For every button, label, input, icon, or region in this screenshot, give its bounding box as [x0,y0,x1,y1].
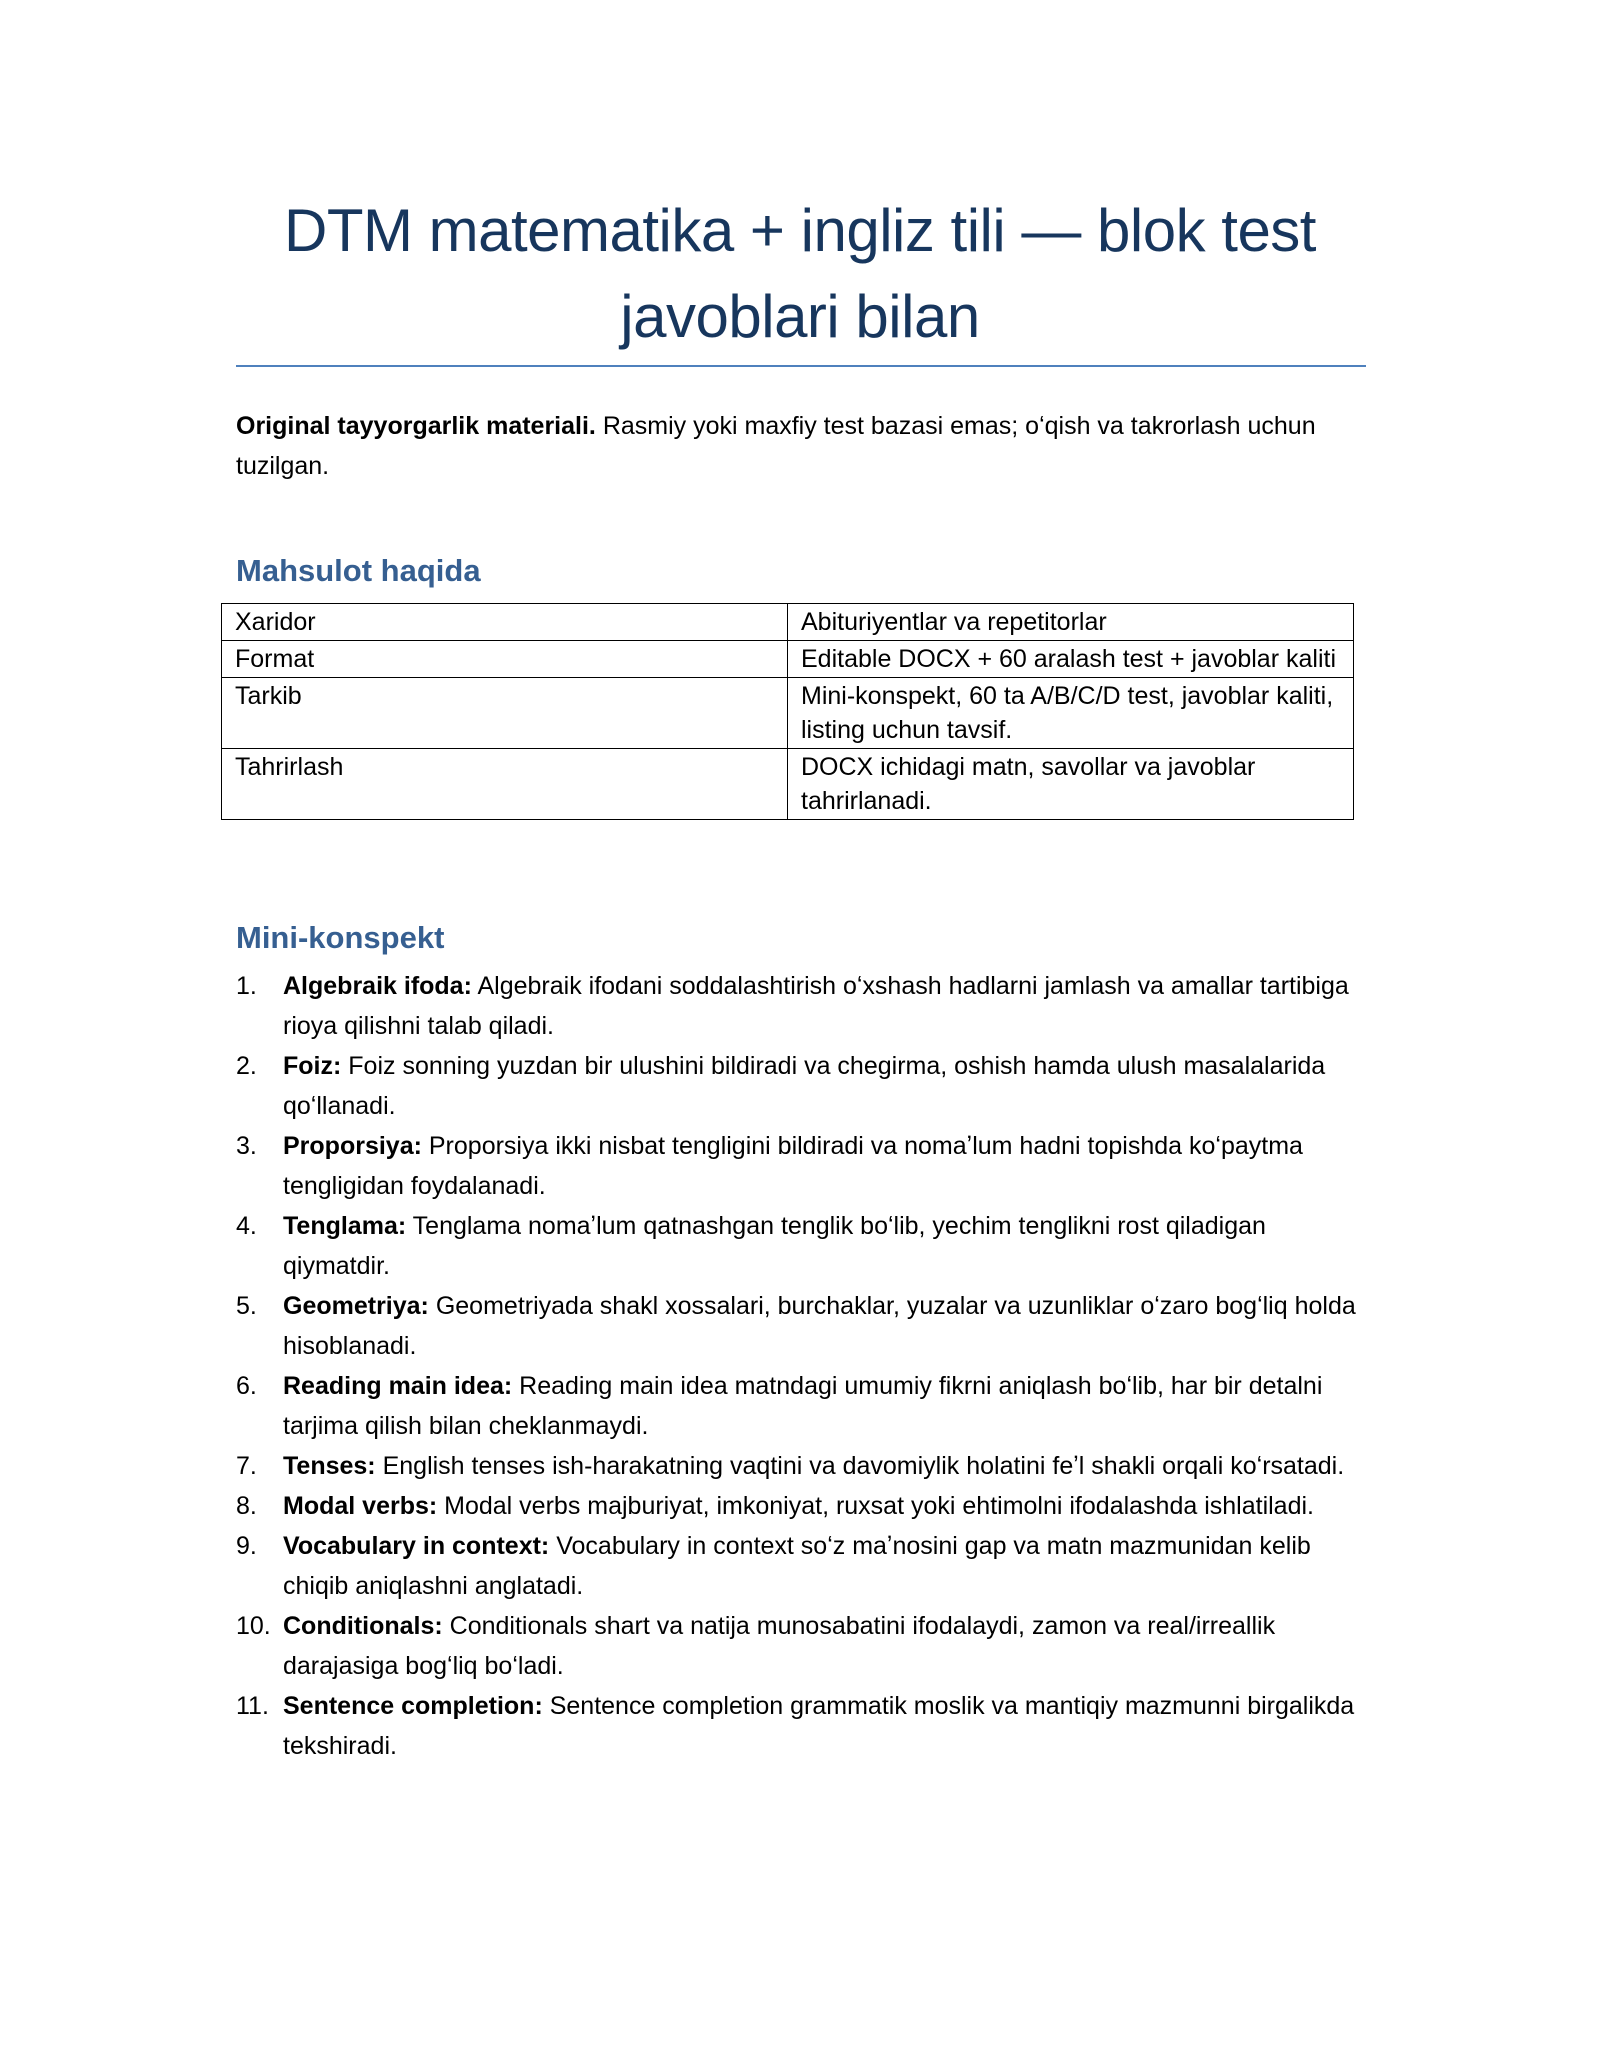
list-item-term: Algebraik ifoda: [283,972,472,1000]
list-item-term: Geometriya: [283,1292,429,1320]
list-item-text: Modal verbs majburiyat, imkoniyat, ruxsat yoki ehtimolni ifodalashda ishlatiladi. [437,1492,1314,1520]
list-item-term: Modal verbs: [283,1492,438,1520]
table-row [222,604,1354,641]
list-item [236,1366,1366,1446]
list-item-text: Reading main idea matndagi umumiy fikrni aniqlash boʻlib, har bir detalni tarjima qilish bilan cheklanmaydi. [283,1372,1323,1440]
list-item-number: 1. [236,972,257,1000]
list-item-term: Proporsiya: [283,1132,422,1160]
table-value-cell: DOCX ichidagi matn, savollar va javoblar tahrirlanadi. [788,749,1354,820]
table-row [222,678,1354,749]
list-item-text: Algebraik ifodani soddalashtirish oʻxshash hadlarni jamlash va amallar tartibiga rioya qilishni talab qiladi. [283,972,1349,1040]
list-item-text: Vocabulary in context soʻz maʼnosini gap va matn mazmunidan kelib chiqib aniqlashni anglatadi. [283,1532,1311,1600]
list-item-number: 7. [236,1452,257,1480]
intro-bold-lead: Original tayyorgarlik materiali. [236,412,596,440]
list-item-number: 3. [236,1132,257,1160]
list-item-term: Vocabulary in context: [283,1532,550,1560]
list-item-number: 2. [236,1052,257,1080]
table-value-cell: Abituriyentlar va repetitorlar [788,604,1354,641]
title-underline [236,365,1366,367]
list-item [236,966,1366,1046]
list-item-text: Tenglama nomaʼlum qatnashgan tenglik boʻlib, yechim tenglikni rost qiladigan qiymatdir. [283,1212,1266,1280]
table-value-cell: Editable DOCX + 60 aralash test + javoblar kaliti [788,641,1354,678]
list-item-term: Foiz: [283,1052,342,1080]
list-item [236,1286,1366,1366]
list-item-text: Geometriyada shakl xossalari, burchaklar, yuzalar va uzunliklar oʻzaro bogʻliq holda hisoblanadi. [283,1292,1356,1360]
table-key-cell: Tarkib [222,678,788,749]
table-row [222,641,1354,678]
list-item-term: Tenses: [283,1452,376,1480]
list-item-text: Sentence completion grammatik moslik va mantiqiy mazmunni birgalikda tekshiradi. [283,1692,1355,1760]
list-item [236,1526,1366,1606]
list-item-number: 5. [236,1292,257,1320]
list-item-number: 8. [236,1492,257,1520]
table-value-cell: Mini-konspekt, 60 ta A/B/C/D test, javoblar kaliti, listing uchun tavsif. [788,678,1354,749]
table-key-cell: Tahrirlash [222,749,788,820]
about-heading: Mahsulot haqida [236,553,481,588]
list-item [236,1686,1366,1766]
list-item [236,1046,1366,1126]
konspekt-heading: Mini-konspekt [236,920,445,955]
list-item-term: Tenglama: [283,1212,407,1240]
list-item-number: 11. [236,1692,269,1720]
table-key-cell: Format [222,641,788,678]
list-item-text: Foiz sonning yuzdan bir ulushini bildiradi va chegirma, oshish hamda ulush masalalarida qoʻllanadi. [283,1052,1326,1120]
list-item-number: 6. [236,1372,257,1400]
list-item [236,1126,1366,1206]
product-info-table [221,603,1354,820]
list-item-text: Conditionals shart va natija munosabatini ifodalaydi, zamon va real/irreallik darajasiga bogʻliq boʻladi. [283,1612,1276,1680]
intro-text: Rasmiy yoki maxfiy test bazasi emas; oʻqish va takrorlash uchun tuzilgan. [236,412,1316,480]
list-item [236,1486,1366,1526]
list-item [236,1446,1366,1486]
document-title: DTM matematika + ingliz tili — blok test javoblari bilan [284,197,1316,350]
list-item-term: Sentence completion: [283,1692,543,1720]
konspekt-list [236,966,1366,1766]
table-key-cell: Xaridor [222,604,788,641]
table-row [222,749,1354,820]
list-item-number: 9. [236,1532,257,1560]
list-item-text: Proporsiya ikki nisbat tengligini bildiradi va nomaʼlum hadni topishda koʻpaytma tengligidan foydalanadi. [283,1132,1303,1200]
list-item-term: Reading main idea: [283,1372,513,1400]
list-item [236,1606,1366,1686]
list-item [236,1206,1366,1286]
list-item-number: 10. [236,1612,271,1640]
list-item-text: English tenses ish-harakatning vaqtini va davomiylik holatini feʼl shakli orqali koʻrsatadi. [375,1452,1345,1480]
intro-paragraph [236,406,1364,486]
list-item-number: 4. [236,1212,257,1240]
list-item-term: Conditionals: [283,1612,443,1640]
